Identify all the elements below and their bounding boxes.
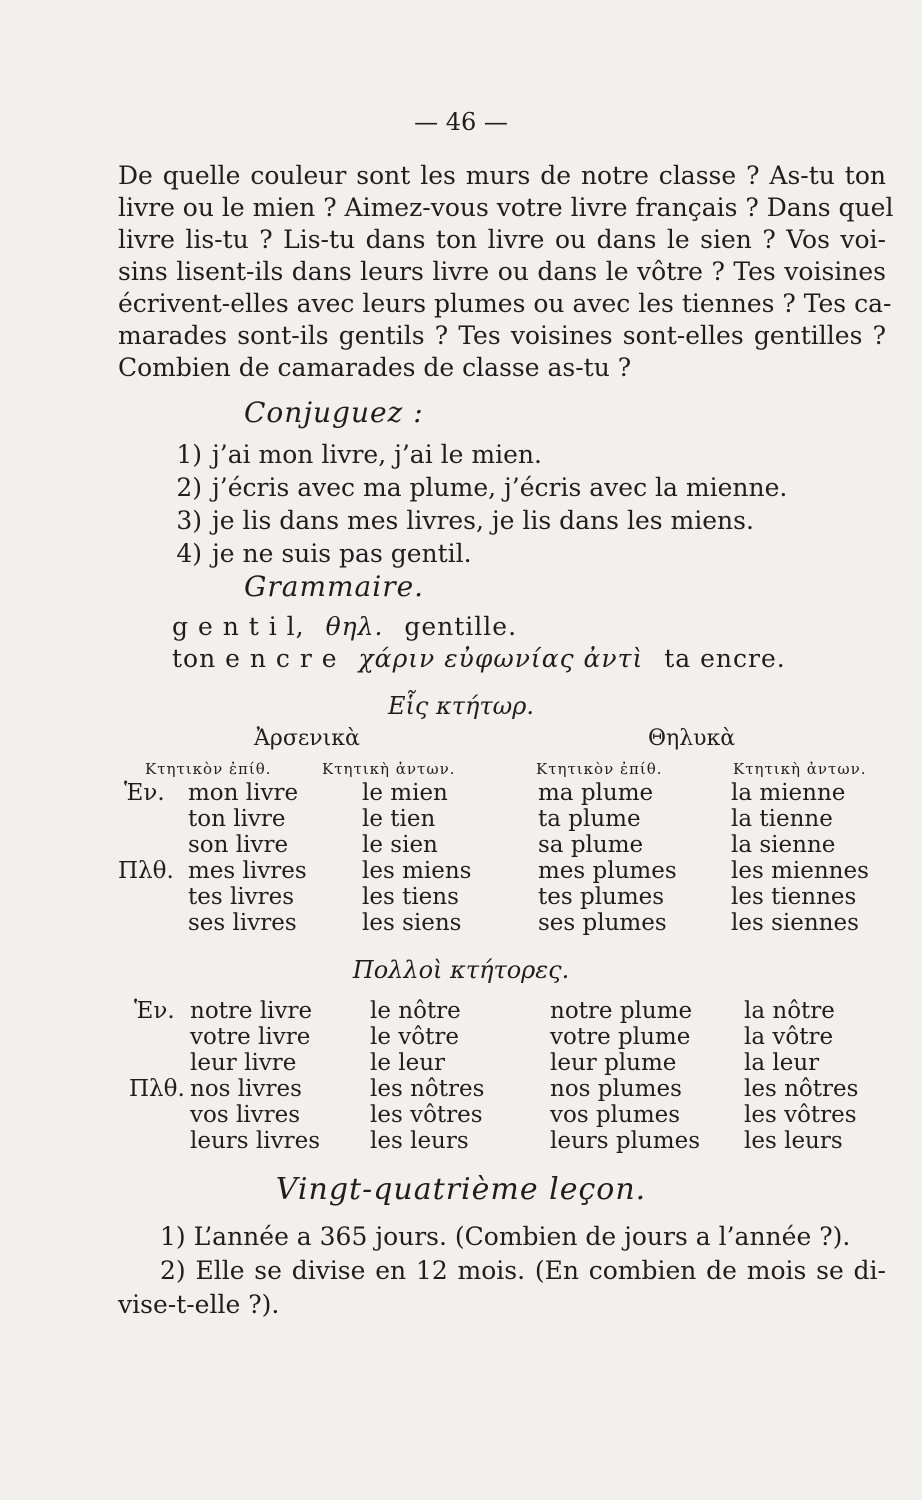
table-cell: la leur — [744, 1050, 820, 1076]
list-item — [150, 440, 542, 469]
list-item — [150, 539, 472, 568]
list-item — [150, 506, 754, 535]
paragraph-line: sins lisent-ils dans leurs livre ou dans le vôtre ? Tes voisines — [118, 257, 886, 286]
table-cell: les siens — [362, 910, 462, 936]
table-cell: votre plume — [550, 1024, 691, 1050]
grammar-line — [172, 612, 517, 641]
paragraph-line: livre lis-tu ? Lis-tu dans ton livre ou dans le sien ? Vos voi- — [118, 225, 886, 254]
table-cell: vos plumes — [550, 1102, 681, 1128]
table-cell: nos livres — [190, 1076, 302, 1102]
table-cell: la vôtre — [744, 1024, 834, 1050]
table-cell: sa plume — [538, 832, 644, 858]
table-cell: mes plumes — [538, 858, 677, 884]
item-number: 4) — [176, 539, 202, 568]
grammar-term: g e n t i l, — [172, 612, 305, 641]
table-cell: les nôtres — [744, 1076, 859, 1102]
item-text: j’ai mon livre, j’ai le mien. — [212, 440, 542, 469]
table-cell: vos livres — [190, 1102, 301, 1128]
masculine-heading: Ἀρσενικὰ — [254, 726, 360, 751]
greek-note: θηλ. — [325, 612, 384, 641]
table-cell: la tienne — [731, 806, 833, 832]
table-cell: leur livre — [190, 1050, 297, 1076]
table-cell: la mienne — [731, 780, 846, 806]
table-cell: mon livre — [188, 780, 299, 806]
singular-marker: Ἑν. — [134, 998, 175, 1024]
table-cell: votre livre — [190, 1024, 311, 1050]
table-cell: ma plume — [538, 780, 654, 806]
lesson-line: 2) Elle se divise en 12 mois. (En combien de mois se di- — [160, 1256, 886, 1285]
table-cell: tes plumes — [538, 884, 665, 910]
item-number: 2) — [176, 473, 202, 502]
lesson-paragraph — [118, 1220, 886, 1322]
lesson-line: 1) L’année a 365 jours. (Combien de jours a l’année ?). — [160, 1222, 851, 1251]
plural-marker: Πλθ. — [129, 1076, 185, 1102]
many-owners-title: Πολλοὶ κτήτορες. — [352, 956, 570, 984]
paragraph-line: écrivent-elles avec leurs plumes ou avec les tiennes ? Tes ca- — [118, 289, 892, 318]
table-cell: le tien — [362, 806, 436, 832]
table-cell: le sien — [362, 832, 438, 858]
table-cell: notre plume — [550, 998, 693, 1024]
table-cell: ton livre — [188, 806, 286, 832]
table-cell: nos plumes — [550, 1076, 682, 1102]
table-cell: la nôtre — [744, 998, 835, 1024]
subheading-adjective: Κτητικὸν ἐπίθ. — [536, 760, 663, 778]
lesson-title: Vingt-quatrième leçon. — [275, 1172, 647, 1207]
item-text: je lis dans mes livres, je lis dans les miens. — [212, 506, 754, 535]
table-cell: les vôtres — [744, 1102, 857, 1128]
paragraph-line: marades sont-ils gentils ? Tes voisines sont-elles gentilles ? — [118, 321, 886, 350]
table-cell: le vôtre — [370, 1024, 459, 1050]
subheading-adjective: Κτητικὸν ἐπίθ. — [145, 760, 272, 778]
grammar-form: gentille. — [404, 612, 518, 641]
subheading-pronoun: Κτητικὴ ἀντων. — [733, 760, 867, 778]
table-cell: les miens — [362, 858, 472, 884]
list-item — [150, 473, 787, 502]
questions-paragraph — [118, 160, 894, 384]
grammaire-heading: Grammaire. — [244, 570, 425, 603]
table-cell: la sienne — [731, 832, 836, 858]
paragraph-line: De quelle couleur sont les murs de notre classe ? As-tu ton — [118, 161, 886, 190]
item-number: 1) — [176, 440, 202, 469]
table-cell: ses livres — [188, 910, 297, 936]
table-cell: leurs livres — [190, 1128, 321, 1154]
singular-marker: Ἑν. — [124, 780, 165, 806]
table-cell: notre livre — [190, 998, 313, 1024]
table-cell: leurs plumes — [550, 1128, 701, 1154]
table-cell: tes livres — [188, 884, 295, 910]
grammar-line — [172, 644, 786, 673]
table-cell: ses plumes — [538, 910, 667, 936]
item-text: je ne suis pas gentil. — [212, 539, 472, 568]
table-cell: les leurs — [370, 1128, 469, 1154]
greek-note: χάριν εὐφωνίας ἀντὶ — [358, 644, 644, 673]
item-text: j’écris avec ma plume, j’écris avec la mienne. — [212, 473, 788, 502]
subheading-pronoun: Κτητικὴ ἀντων. — [322, 760, 456, 778]
paragraph-line: Combien de camarades de classe as-tu ? — [118, 353, 632, 382]
grammar-form: ta encre. — [664, 644, 786, 673]
table-cell: mes livres — [188, 858, 307, 884]
table-cell: les nôtres — [370, 1076, 485, 1102]
table-cell: les vôtres — [370, 1102, 483, 1128]
lesson-line: vise-t-elle ?). — [118, 1290, 280, 1319]
conjuguez-heading: Conjuguez : — [244, 396, 424, 429]
plural-marker: Πλθ. — [118, 858, 174, 884]
item-number: 3) — [176, 506, 202, 535]
table-cell: les siennes — [731, 910, 859, 936]
table-cell: les tiens — [362, 884, 459, 910]
table-cell: les leurs — [744, 1128, 843, 1154]
table-cell: les miennes — [731, 858, 869, 884]
table-cell: les tiennes — [731, 884, 857, 910]
feminine-heading: Θηλυκὰ — [648, 726, 736, 751]
table-cell: le leur — [370, 1050, 446, 1076]
page-number: — 46 — — [414, 108, 508, 136]
single-owner-title: Εἷς κτήτωρ. — [388, 692, 534, 720]
table-cell: le mien — [362, 780, 448, 806]
table-cell: son livre — [188, 832, 289, 858]
paragraph-line: livre ou le mien ? Aimez-vous votre livre français ? Dans quel — [118, 193, 894, 222]
grammar-term: ton e n c r e — [172, 644, 338, 673]
table-cell: le nôtre — [370, 998, 461, 1024]
table-cell: ta plume — [538, 806, 641, 832]
table-cell: leur plume — [550, 1050, 677, 1076]
